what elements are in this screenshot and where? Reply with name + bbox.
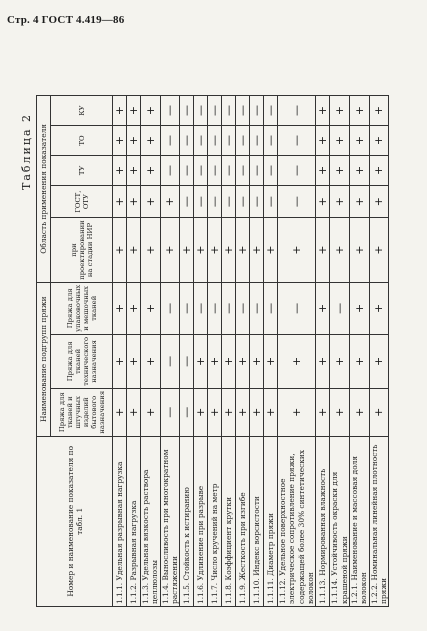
row-name: 1.1.13. Нормированная влажность [316, 436, 330, 606]
row-mark: — [236, 155, 250, 185]
row-mark: — [278, 185, 316, 217]
row-mark: — [222, 126, 236, 156]
row-mark: + [278, 218, 316, 282]
row-mark: — [208, 96, 222, 126]
row-mark: + [278, 388, 316, 436]
row-mark: + [127, 96, 141, 126]
scope-group-header: Область применения показателя [37, 96, 51, 283]
row-mark: + [113, 155, 127, 185]
row-mark: — [160, 126, 180, 156]
row-name: 1.1.5. Стойкость к истиранию [180, 436, 194, 606]
row-mark: + [369, 126, 389, 156]
table-row [278, 96, 316, 607]
indicators-table [36, 95, 389, 607]
row-mark: + [127, 126, 141, 156]
row-mark: — [160, 96, 180, 126]
row-mark: — [194, 96, 208, 126]
row-name: 1.1.9. Жесткость при изгибе [236, 436, 250, 606]
row-mark: + [113, 185, 127, 217]
table-row [127, 96, 141, 607]
row-mark: — [194, 155, 208, 185]
row-mark: + [330, 96, 350, 126]
row-mark: + [349, 96, 369, 126]
row-mark: — [222, 96, 236, 126]
row-mark: + [330, 388, 350, 436]
table-row [208, 96, 222, 607]
row-mark: + [236, 218, 250, 282]
row-mark: — [180, 126, 194, 156]
row-mark: + [250, 334, 264, 388]
row-name: 1.2.1. Наименование и массовая доля волокон [349, 436, 369, 606]
row-mark: — [236, 282, 250, 334]
load-col-3: Пряжа для упаковочных и мешочных тканей [51, 282, 113, 334]
row-mark: + [141, 218, 161, 282]
row-mark: — [236, 96, 250, 126]
row-mark: + [316, 155, 330, 185]
row-mark: — [180, 334, 194, 388]
row-mark: + [369, 185, 389, 217]
row-mark: + [127, 185, 141, 217]
row-mark: + [316, 282, 330, 334]
row-mark: — [236, 126, 250, 156]
row-name: 1.1.4. Выносливость при многократном растяжении [160, 436, 180, 606]
row-name: 1.2.2. Номинальная линейная плотность пряжи [369, 436, 389, 606]
row-mark: — [208, 155, 222, 185]
row-mark: — [160, 155, 180, 185]
row-mark: — [330, 282, 350, 334]
row-mark: + [369, 96, 389, 126]
row-mark: + [127, 282, 141, 334]
row-mark: + [141, 96, 161, 126]
row-mark: + [349, 388, 369, 436]
row-mark: — [222, 282, 236, 334]
row-mark: + [316, 334, 330, 388]
table-row [330, 96, 350, 607]
row-mark: — [160, 282, 180, 334]
row-mark: + [236, 388, 250, 436]
row-mark: + [316, 388, 330, 436]
row-mark: — [208, 282, 222, 334]
row-mark: + [316, 126, 330, 156]
row-name: 1.1.10. Индекс ворсистости [250, 436, 264, 606]
scope-col-ku: КУ [51, 96, 113, 126]
row-mark: + [141, 334, 161, 388]
row-mark: + [208, 388, 222, 436]
page-header: Стр. 4 ГОСТ 4.419—86 [7, 14, 125, 26]
row-mark: + [141, 282, 161, 334]
row-mark: + [316, 218, 330, 282]
row-mark: + [349, 155, 369, 185]
row-mark: — [250, 185, 264, 217]
row-mark: + [141, 126, 161, 156]
table-row [194, 96, 208, 607]
row-mark: + [141, 155, 161, 185]
table-row [316, 96, 330, 607]
row-mark: — [180, 388, 194, 436]
row-mark: — [208, 126, 222, 156]
row-mark: — [264, 126, 278, 156]
name-column-header: Номер и наименование показателя по табл. 1 [37, 436, 113, 606]
row-mark: + [330, 185, 350, 217]
row-mark: — [194, 126, 208, 156]
row-mark: + [113, 96, 127, 126]
row-mark: + [180, 218, 194, 282]
row-mark: + [208, 218, 222, 282]
row-mark: — [250, 96, 264, 126]
row-mark: + [113, 388, 127, 436]
row-mark: — [194, 282, 208, 334]
row-mark: — [180, 96, 194, 126]
table-row [236, 96, 250, 607]
row-mark: + [369, 155, 389, 185]
row-name: 1.1.1. Удельная разрывная нагрузка [113, 436, 127, 606]
row-mark: — [180, 282, 194, 334]
row-mark: + [250, 218, 264, 282]
row-mark: + [349, 185, 369, 217]
table-row [369, 96, 389, 607]
row-mark: — [278, 155, 316, 185]
row-mark: + [264, 334, 278, 388]
row-name: 1.1.11. Диаметр пряжи [264, 436, 278, 606]
row-mark: + [127, 155, 141, 185]
row-mark: — [250, 282, 264, 334]
row-mark: + [316, 185, 330, 217]
row-name: 1.1.14. Устойчивость окраски для крашеной пряжи [330, 436, 350, 606]
row-mark: — [278, 96, 316, 126]
row-mark: + [330, 155, 350, 185]
row-mark: — [250, 126, 264, 156]
row-mark: + [369, 282, 389, 334]
row-mark: + [250, 388, 264, 436]
row-mark: + [369, 218, 389, 282]
row-mark: — [180, 185, 194, 217]
row-mark: + [349, 218, 369, 282]
rotated-page [14, 95, 414, 615]
row-name: 1.1.2. Разрывная нагрузка [127, 436, 141, 606]
row-mark: — [264, 282, 278, 334]
table-row [349, 96, 369, 607]
row-name: 1.1.3. Удельная вязкость раствора целлюлозы [141, 436, 161, 606]
row-mark: — [222, 185, 236, 217]
table-row [264, 96, 278, 607]
row-mark: + [113, 218, 127, 282]
table-row [180, 96, 194, 607]
row-mark: + [127, 334, 141, 388]
row-mark: + [222, 218, 236, 282]
table-body [113, 96, 389, 607]
row-mark: — [236, 185, 250, 217]
row-mark: + [113, 282, 127, 334]
row-mark: + [330, 126, 350, 156]
table-row [113, 96, 127, 607]
row-mark: + [236, 334, 250, 388]
table-row [250, 96, 264, 607]
row-mark: + [222, 334, 236, 388]
table-caption: Таблица 2 [20, 113, 33, 190]
load-group-header: Наименование подгрупп пряжи [37, 282, 51, 436]
row-mark: + [349, 126, 369, 156]
row-mark: — [160, 334, 180, 388]
row-mark: + [113, 334, 127, 388]
scope-col-nir: при проектировании на стадии НИР [51, 218, 113, 282]
row-mark: + [222, 388, 236, 436]
row-mark: + [127, 388, 141, 436]
row-mark: + [349, 282, 369, 334]
row-mark: + [208, 334, 222, 388]
table-row [222, 96, 236, 607]
row-mark: + [141, 388, 161, 436]
row-name: 1.1.8. Коэффициент крутки [222, 436, 236, 606]
row-mark: — [194, 185, 208, 217]
row-mark: + [160, 185, 180, 217]
table-row [160, 96, 180, 607]
row-mark: — [264, 96, 278, 126]
row-mark: + [141, 185, 161, 217]
scope-col-to: ТО [51, 126, 113, 156]
row-mark: + [113, 126, 127, 156]
row-mark: — [278, 126, 316, 156]
row-mark: — [278, 282, 316, 334]
row-mark: + [264, 388, 278, 436]
row-mark: — [264, 185, 278, 217]
row-mark: — [160, 388, 180, 436]
row-mark: + [369, 388, 389, 436]
table-row [141, 96, 161, 607]
row-mark: + [194, 388, 208, 436]
row-mark: — [180, 155, 194, 185]
load-col-1: Пряжа для тканей и штучных изделий бытового назначения [51, 388, 113, 436]
row-name: 1.1.12. Удельное поверхностное электрическое сопротивление пряжи, содержащей более 30% синтетических волокон [278, 436, 316, 606]
row-mark: — [250, 155, 264, 185]
row-name: 1.1.6. Удлинение при разрыве [194, 436, 208, 606]
row-mark: + [369, 334, 389, 388]
row-mark: + [264, 218, 278, 282]
row-mark: — [208, 185, 222, 217]
scope-col-gost: ГОСТ, ОТУ [51, 185, 113, 217]
row-mark: + [160, 218, 180, 282]
row-mark: + [330, 218, 350, 282]
row-mark: — [222, 155, 236, 185]
row-mark: + [278, 334, 316, 388]
row-mark: + [349, 334, 369, 388]
row-mark: + [194, 218, 208, 282]
row-mark: — [264, 155, 278, 185]
scope-col-tu: ТУ [51, 155, 113, 185]
row-mark: + [316, 96, 330, 126]
row-mark: + [330, 334, 350, 388]
row-mark: + [194, 334, 208, 388]
row-name: 1.1.7. Число кручений на метр [208, 436, 222, 606]
row-mark: + [127, 218, 141, 282]
load-col-2: Пряжа для тканей технического назначения [51, 334, 113, 388]
